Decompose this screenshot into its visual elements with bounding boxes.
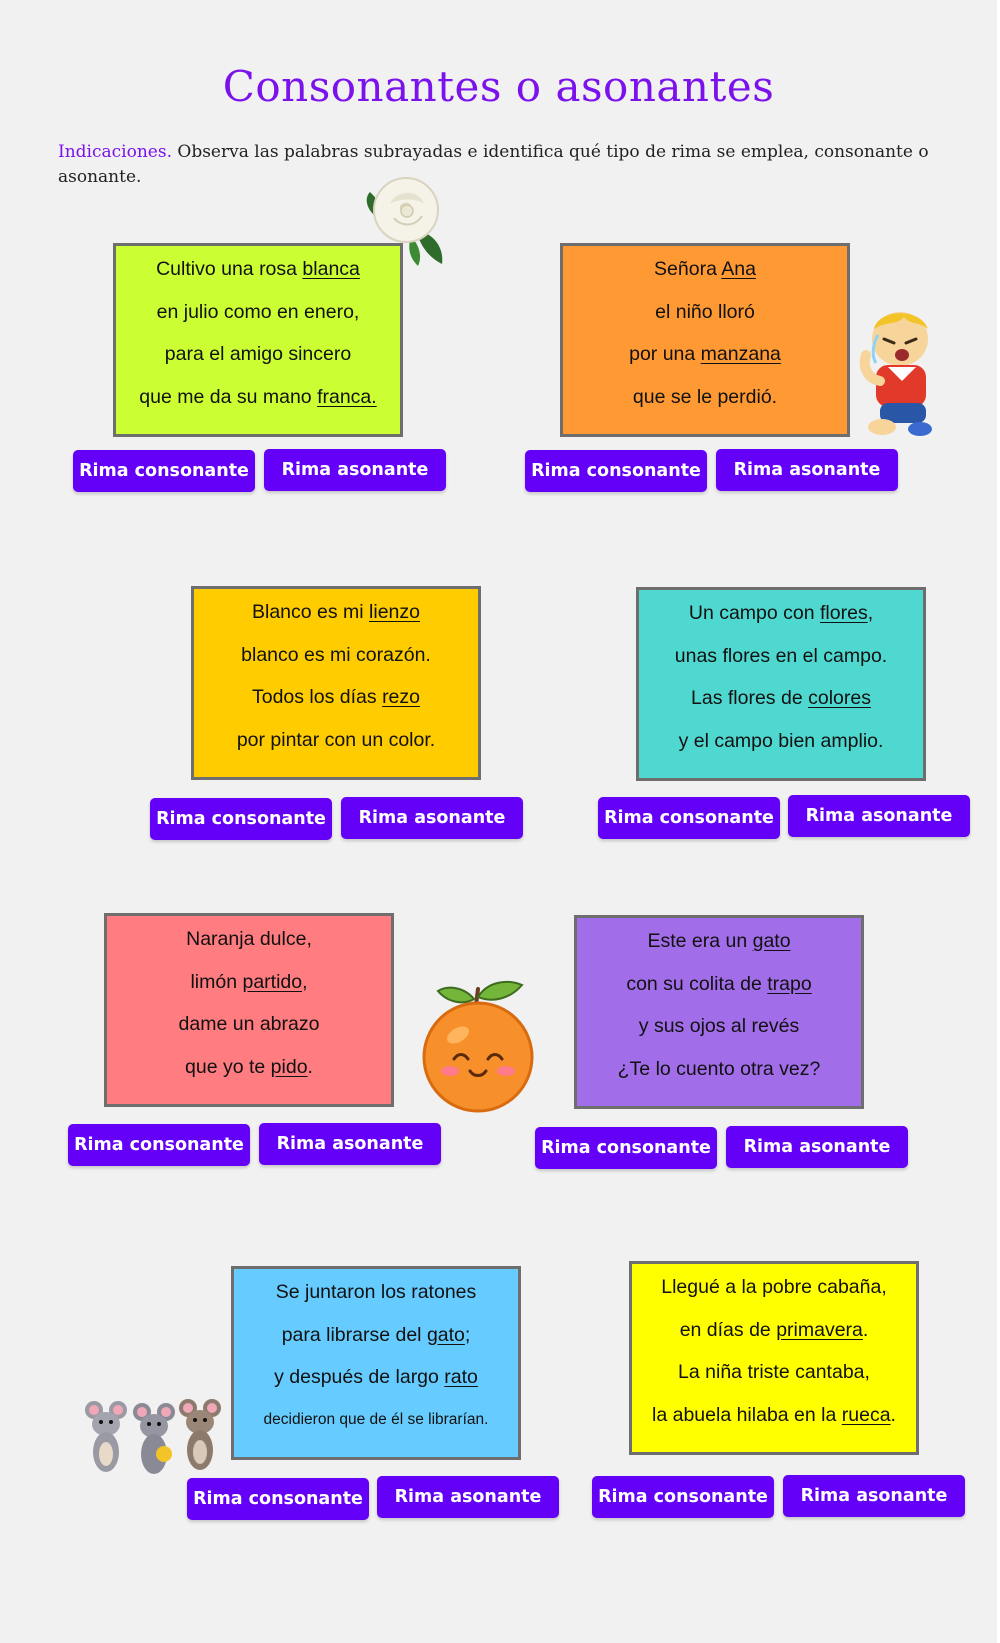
underlined-word: franca. xyxy=(317,385,377,408)
poem-card-3 xyxy=(191,586,481,780)
poem-line xyxy=(116,339,400,382)
poem-text: dame un abrazo xyxy=(178,1013,320,1035)
poem-text: ; xyxy=(464,1323,471,1346)
underlined-word: rezo xyxy=(382,686,420,708)
rima-consonante-button-8[interactable]: Rima consonante xyxy=(592,1476,774,1518)
poem-text: Se juntaron los ratones xyxy=(275,1281,477,1303)
rima-asonante-button-5[interactable]: Rima asonante xyxy=(259,1123,441,1165)
poem-line xyxy=(194,682,478,725)
underlined-word: primavera xyxy=(776,1318,863,1341)
poem-text: por una xyxy=(629,343,701,365)
poem-text: que me da su mano xyxy=(139,385,318,408)
poem-text: por pintar con un color. xyxy=(236,728,436,751)
poem-card-8 xyxy=(629,1261,919,1455)
underlined-word: Ana xyxy=(721,258,756,280)
poem-line xyxy=(577,926,861,969)
underlined-word: gato xyxy=(426,1323,465,1346)
poem-card-7 xyxy=(231,1266,521,1460)
poem-text: y el campo bien amplio. xyxy=(678,729,884,752)
poem-text: blanco es mi corazón. xyxy=(241,643,431,666)
poem-text: que se le perdió. xyxy=(632,385,778,408)
poem-line xyxy=(632,1272,916,1315)
poem-text: y sus ojos al revés xyxy=(638,1015,800,1037)
rima-consonante-button-3[interactable]: Rima consonante xyxy=(150,798,332,840)
poem-line xyxy=(577,969,861,1012)
underlined-word: rueca xyxy=(841,1403,891,1426)
poem-line xyxy=(107,967,391,1010)
poem-text: la abuela hilaba en la xyxy=(652,1403,842,1426)
instructions-text: Observa las palabras subrayadas e identifica qué tipo de rima se emplea, consonante o asonante. xyxy=(58,142,929,187)
rima-consonante-button-6[interactable]: Rima consonante xyxy=(535,1127,717,1169)
poem-line xyxy=(632,1357,916,1400)
poem-text: . xyxy=(307,1055,313,1078)
poem-text: limón xyxy=(190,970,243,993)
poem-text: , xyxy=(302,970,308,993)
poem-line xyxy=(563,254,847,297)
poem-line xyxy=(577,1054,861,1097)
poem-text: Las flores de xyxy=(691,687,809,709)
poem-text: Cultivo una rosa xyxy=(156,258,303,280)
poem-line xyxy=(194,597,478,640)
rima-asonante-button-1[interactable]: Rima asonante xyxy=(264,449,446,491)
poem-text: para el amigo sincero xyxy=(164,343,352,365)
poem-text: , xyxy=(867,602,874,624)
poem-line xyxy=(234,1277,518,1320)
poem-text: Blanco es mi xyxy=(251,601,370,623)
instructions xyxy=(58,140,948,190)
poem-text: con su colita de xyxy=(626,972,768,995)
poem-line xyxy=(107,1009,391,1052)
poem-line xyxy=(107,924,391,967)
poem-text: . xyxy=(862,1318,869,1341)
rima-asonante-button-4[interactable]: Rima asonante xyxy=(788,795,970,837)
poem-line xyxy=(563,382,847,425)
poem-line xyxy=(563,339,847,382)
three-mice-icon xyxy=(82,1398,228,1478)
poem-text: ¿Te lo cuento otra vez? xyxy=(617,1057,821,1080)
poem-card-1 xyxy=(113,243,403,437)
instructions-lead: Indicaciones. xyxy=(58,142,172,162)
poem-line xyxy=(116,297,400,340)
poem-text: Este era un xyxy=(647,930,753,952)
poem-line xyxy=(116,254,400,297)
poem-card-6 xyxy=(574,915,864,1109)
underlined-word: pido xyxy=(270,1055,308,1078)
poem-line xyxy=(234,1405,518,1448)
poem-text: que yo te xyxy=(185,1055,271,1078)
underlined-word: trapo xyxy=(767,972,812,995)
poem-text: Un campo con xyxy=(688,602,821,624)
rima-asonante-button-7[interactable]: Rima asonante xyxy=(377,1476,559,1518)
underlined-word: gato xyxy=(752,930,791,952)
page-title: Consonantes o asonantes xyxy=(222,62,775,111)
poem-line xyxy=(632,1400,916,1443)
rima-consonante-button-2[interactable]: Rima consonante xyxy=(525,450,707,492)
poem-line xyxy=(639,598,923,641)
poem-line xyxy=(194,725,478,768)
underlined-word: partido xyxy=(242,970,303,993)
underlined-word: flores xyxy=(820,602,868,624)
poem-text: La niña triste cantaba, xyxy=(678,1361,870,1383)
rima-consonante-button-7[interactable]: Rima consonante xyxy=(187,1478,369,1520)
poem-line xyxy=(632,1315,916,1358)
poem-line xyxy=(639,641,923,684)
poem-line xyxy=(107,1052,391,1095)
poem-card-2 xyxy=(560,243,850,437)
poem-text: Llegué a la pobre cabaña, xyxy=(661,1276,887,1298)
poem-line xyxy=(234,1362,518,1405)
rima-asonante-button-3[interactable]: Rima asonante xyxy=(341,797,523,839)
poem-text: en julio como en enero, xyxy=(156,300,360,323)
poem-line xyxy=(234,1320,518,1363)
poem-text: el niño lloró xyxy=(655,300,755,323)
rima-consonante-button-4[interactable]: Rima consonante xyxy=(598,797,780,839)
poem-text: para librarse del xyxy=(281,1323,427,1346)
poem-card-5 xyxy=(104,913,394,1107)
white-rose-icon xyxy=(360,170,452,266)
poem-line xyxy=(577,1011,861,1054)
underlined-word: rato xyxy=(444,1366,478,1388)
rima-asonante-button-6[interactable]: Rima asonante xyxy=(726,1126,908,1168)
underlined-word: manzana xyxy=(700,343,781,365)
poem-text: Señora xyxy=(654,258,722,280)
underlined-word: colores xyxy=(808,687,871,709)
poem-text: unas flores en el campo. xyxy=(674,644,888,667)
poem-text: decidieron que de él se librarían. xyxy=(263,1410,489,1428)
poem-line xyxy=(563,297,847,340)
rima-consonante-button-5[interactable]: Rima consonante xyxy=(68,1124,250,1166)
orange-icon xyxy=(418,975,536,1115)
poem-text: Todos los días xyxy=(251,686,383,708)
poem-text: y después de largo xyxy=(274,1366,445,1388)
poem-card-4 xyxy=(636,587,926,781)
rima-consonante-button-1[interactable]: Rima consonante xyxy=(73,450,255,492)
underlined-word: lienzo xyxy=(369,601,420,623)
poem-line xyxy=(639,726,923,769)
poem-text: Naranja dulce, xyxy=(186,928,312,950)
poem-line xyxy=(116,382,400,425)
rima-asonante-button-8[interactable]: Rima asonante xyxy=(783,1475,965,1517)
poem-line xyxy=(194,640,478,683)
poem-text: en días de xyxy=(679,1318,777,1341)
poem-line xyxy=(639,683,923,726)
poem-text: . xyxy=(890,1403,896,1426)
underlined-word: blanca xyxy=(302,258,360,280)
crying-boy-icon xyxy=(858,305,940,439)
rima-asonante-button-2[interactable]: Rima asonante xyxy=(716,449,898,491)
